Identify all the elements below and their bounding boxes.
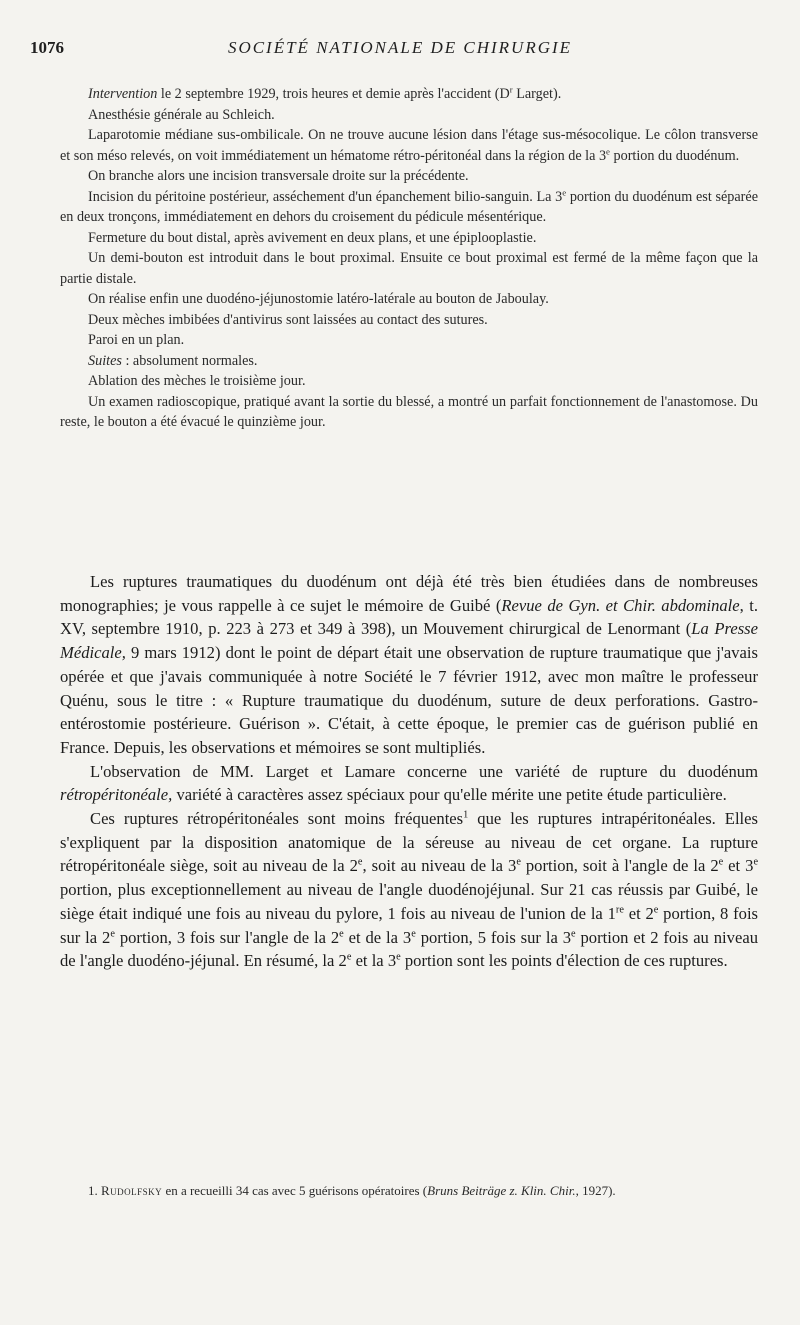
running-title: SOCIÉTÉ NATIONALE DE CHIRURGIE xyxy=(227,38,573,57)
obs-paragraph: Anesthésie générale au Schleich. xyxy=(88,106,275,123)
obs-paragraph: Laparotomie médiane sus-ombilicale. On ne trouve aucune lésion dans l'étage sus-mésocolique. Le côlon transverse et son méso relevés, on voit immédiatement un hématome rétro-péritonéal dans la région de la 3e portion du duodénum. xyxy=(60,127,758,164)
page-header xyxy=(30,38,770,64)
main-text xyxy=(60,570,758,973)
footnote-ref: 1 xyxy=(463,809,469,821)
obs-paragraph: Ablation des mèches le troisième jour. xyxy=(88,373,306,389)
obs-paragraph: Un demi-bouton est introduit dans le bout proximal. Ensuite ce bout proximal est fermé de la même façon que la partie distale. xyxy=(60,250,758,287)
obs-paragraph: On réalise enfin une duodéno-jéjunostomie latéro-latérale au bouton de Jaboulay. xyxy=(88,291,549,307)
obs-paragraph: Paroi en un plan. xyxy=(88,332,185,348)
obs-paragraph: Incision du péritoine postérieur, asséchement d'un épanchement bilio-sanguin. La 3e portion du duodénum est séparée en deux tronçons, immédiatement en dehors du croisement du pédicule mésentérique. xyxy=(60,186,758,225)
obs-paragraph: On branche alors une incision transversale droite sur la précédente. xyxy=(88,168,469,184)
obs-paragraph: Deux mèches imbibées d'antivirus sont laissées au contact des sutures. xyxy=(88,311,488,328)
obs-paragraph: Suites : absolument normales. xyxy=(88,352,258,369)
footnote: 1. Rudolfsky en a recueilli 34 cas avec 5 guérisons opératoires (Bruns Beiträge z. Klin. Chir., 1927). xyxy=(88,1183,616,1198)
body-paragraph: Les ruptures traumatiques du duodénum ont déjà été très bien étudiées dans de nombreuses monographies; je vous rappelle à ce sujet le mémoire de Guibé (Revue de Gyn. et Chir. abdominale, t. XV, septembre 1910, p. 223 à 273 et 349 à 398), un Mouvement chirurgical de Lenormant (La Presse Médicale, 9 mars 1912) dont le point de départ était une observation de rupture traumatique que j'avais opérée et que j'avais communiquée à notre Société le 7 février 1912, avec mon maître le professeur Quénu, sous le titre : « Rupture traumatique du duodénum, suture de deux perforations. Gastro-entérostomie postérieure. Guérison ». C'était, à cette époque, le premier cas de guérison publié en France. Depuis, les observations et mémoires se sont multipliés. xyxy=(60,572,758,757)
obs-paragraph: Intervention le 2 septembre 1929, trois heures et demie après l'accident ($D^r$ Larget). xyxy=(88,84,562,102)
obs-paragraph: Fermeture du bout distal, après avivement en deux plans, et une épiplooplastie. xyxy=(88,229,537,246)
body-paragraph: Ces ruptures rétropéritonéales sont moins fréquentes$^1$ que les ruptures intrapéritonéales. Elles s'expliquent par la disposition anatomique de la séreuse au niveau de cet organe. La rupture rétropéritonéale siège, soit au niveau de la 2e, soit au niveau de la 3e portion, soit à l'angle de la 2e et 3e portion, plus exceptionnellement au niveau de l'angle duodénojéjunal. Sur 21 cas réussis par Guibé, le siège était indiqué une fois au niveau du pylore, 1 fois au niveau de l'union de la 1re et 2e portion, 8 fois sur la 2e portion, 3 fois sur l'angle de la 2e et de la 3e portion, 5 fois sur la 3e portion et 2 fois au niveau de l'angle duodéno-jéjunal. En résumé, la 2e et la 3e portion sont les points d'élection de ces ruptures. xyxy=(60,809,759,971)
page-number: 1076 xyxy=(30,38,64,57)
body-paragraph: L'observation de MM. Larget et Lamare concerne une variété de rupture du duodénum rétropéritonéale, variété à caractères assez spéciaux pour qu'elle mérite une petite étude particulière. xyxy=(60,761,758,805)
obs-paragraph: Un examen radioscopique, pratiqué avant la sortie du blessé, a montré un parfait fonctionnement de l'anastomose. Du reste, le bouton a été évacué le quinzième jour. xyxy=(60,393,758,430)
observation-block xyxy=(60,84,758,433)
